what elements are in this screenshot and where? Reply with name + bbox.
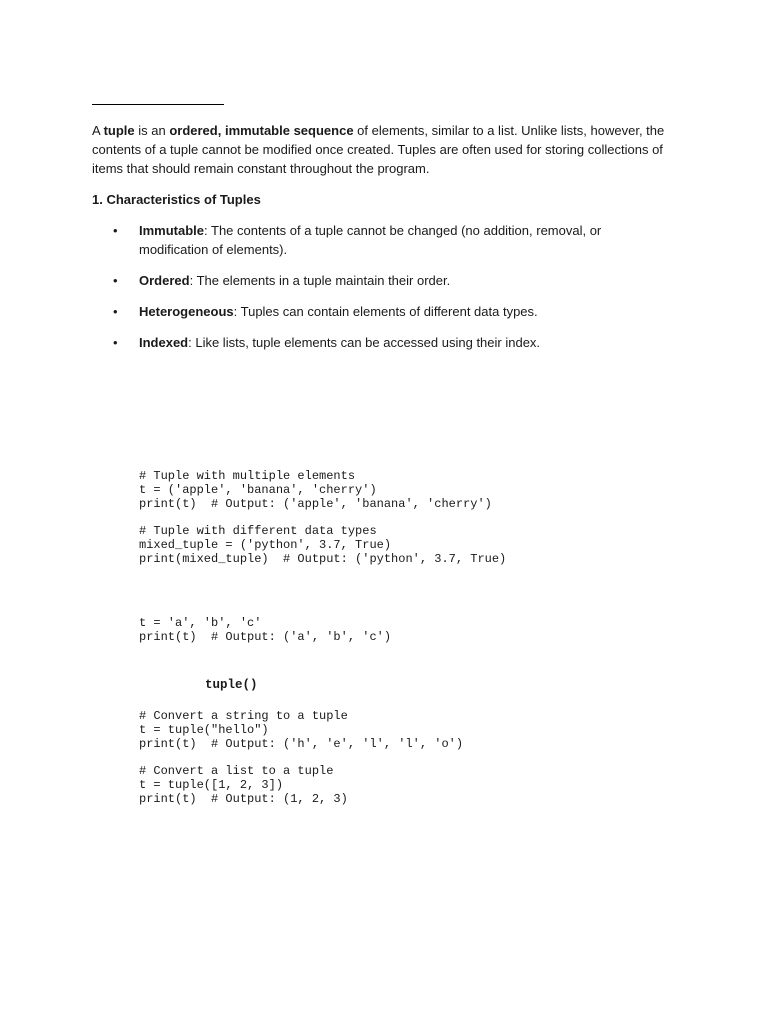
list-item-desc: : Tuples can contain elements of different data types. [233, 304, 538, 319]
intro-text-is-an: is an [134, 123, 170, 138]
code-block-tuple-conversion: # Convert a string to a tuple t = tuple("hello") print(t) # Output: ('h', 'e', 'l', 'l', 'o') # Convert a list to a tuple t = tuple([1, 2, 3]) print(t) # Output: (1, 2, 3) [139, 709, 464, 806]
intro-text-a: A [92, 123, 104, 138]
bullet-icon: • [113, 273, 118, 288]
list-item-term: Ordered [139, 273, 190, 288]
bullet-icon: • [113, 335, 118, 350]
list-item-term: Heterogeneous [139, 304, 234, 319]
list-item-text [139, 333, 633, 352]
list-item-desc: : Like lists, tuple elements can be accessed using their index. [188, 335, 541, 350]
intro-paragraph [92, 121, 682, 178]
list-item-desc: : The contents of a tuple cannot be changed (no addition, removal, or modification of elements). [139, 223, 602, 257]
footnote-separator-line [92, 104, 224, 105]
list-item-ordered [113, 271, 633, 290]
list-item-text [139, 221, 633, 259]
list-item-text [139, 271, 633, 290]
intro-text-rest: of elements, similar to a list. Unlike lists, however, the contents of a tuple cannot be modified once created. Tuples are often used for storing collections of items that should remain constant throughout the program. [92, 123, 665, 176]
bullet-icon: • [113, 223, 118, 238]
code-block-tuple-packing: t = 'a', 'b', 'c' print(t) # Output: ('a', 'b', 'c') [139, 616, 392, 644]
code-block-tuple-creation: # Tuple with multiple elements t = ('apple', 'banana', 'cherry') print(t) # Output: ('apple', 'banana', 'cherry') # Tuple with different data types mixed_tuple = ('python', 3.7, True) print(mixed_tuple) # Output: ('python', 3.7, True) [139, 469, 507, 566]
list-item-indexed [113, 333, 633, 352]
list-item-term: Immutable [139, 223, 205, 238]
bullet-icon: • [113, 304, 118, 319]
list-item-text [139, 302, 633, 321]
section-heading: 1. Characteristics of Tuples [92, 192, 261, 207]
list-item-term: Indexed [139, 335, 189, 350]
list-item-immutable [113, 221, 633, 259]
list-item-heterogeneous [113, 302, 633, 321]
tuple-function-label: tuple() [205, 678, 258, 692]
list-item-desc: : The elements in a tuple maintain their order. [189, 273, 451, 288]
intro-term-tuple: tuple [103, 123, 135, 138]
intro-term-ordered-immutable: ordered, immutable sequence [169, 123, 354, 138]
